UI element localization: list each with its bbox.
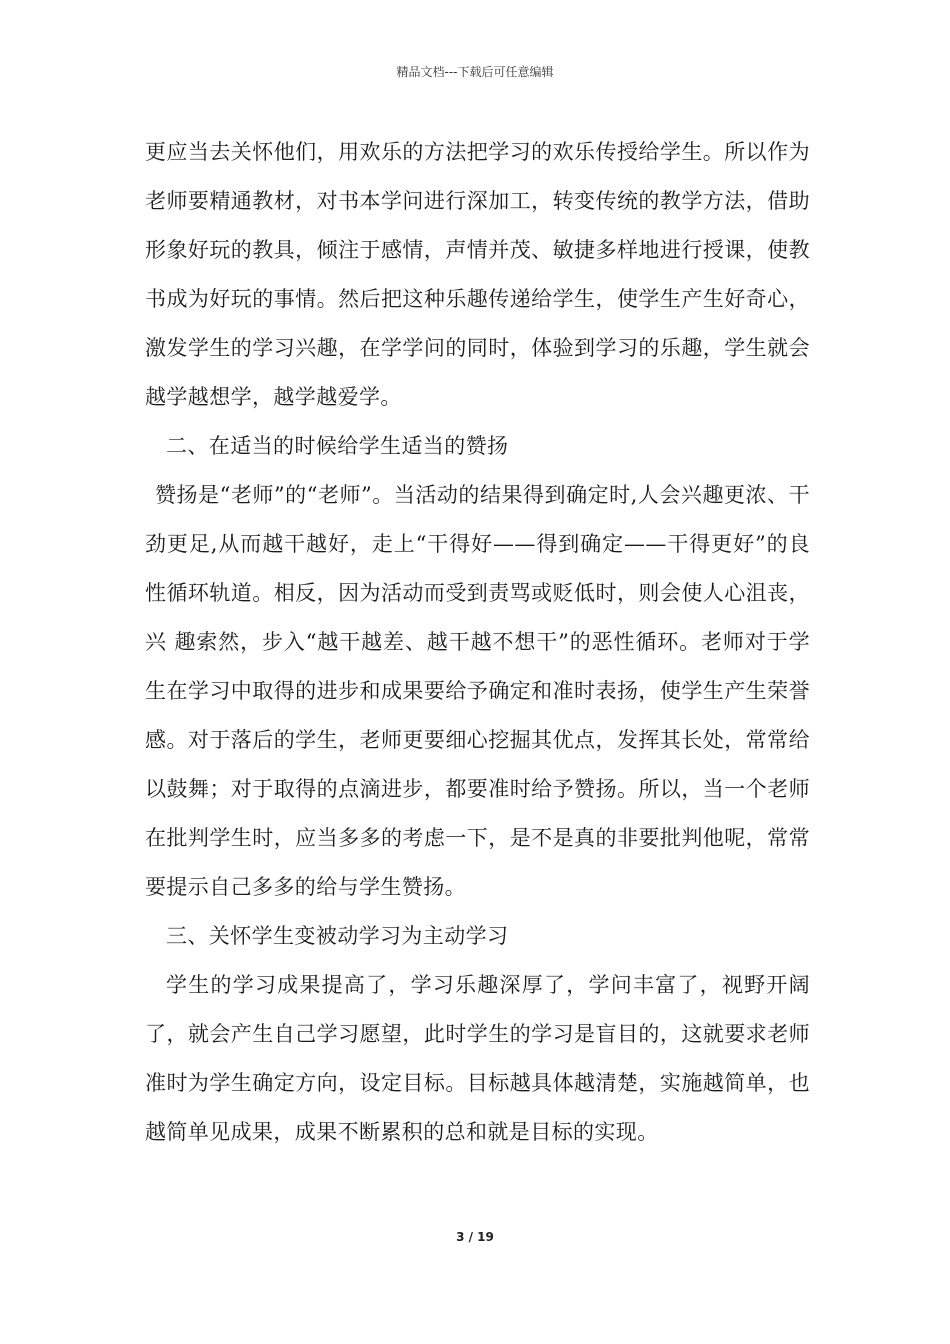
section-heading-3: 三、关怀学生变被动学习为主动学习	[166, 924, 509, 948]
page-number: 3 / 19	[456, 1230, 494, 1244]
paragraph-2: 赞扬是“老师”的“老师”。当活动的结果得到确定时,人会兴趣更浓、干劲更足,从而越干越好，走上“干得好——得到确定——干得更好”的良性循环轨道。相反，因为活动而受到责骂或贬低时，则会使人心沮丧，兴 趣索然，步入“越干越差、越干越不想干”的恶性循环。老师对于学生在学习中取得的进步和成果要给予确定和准时表扬，使学生产生荣誉感。对于落后的学生，老师更要细心挖掘其优点，发挥其长处，常常给以鼓舞；对于取得的点滴进步，都要准时给予赞扬。所以，当一个老师在批判学生时，应当多多的考虑一下，是不是真的非要批判他呢，常常要提示自己多多的给与学生赞扬。	[145, 483, 810, 899]
section-heading-2: 二、在适当的时候给学生适当的赞扬	[166, 434, 509, 458]
paragraph-3: 学生的学习成果提高了，学习乐趣深厚了，学问丰富了，视野开阔了，就会产生自己学习愿望，此时学生的学习是盲目的，这就要求老师准时为学生确定方向，设定目标。目标越具体越清楚，实施越简单，也越简单见成果，成果不断累积的总和就是目标的实现。	[145, 973, 810, 1144]
document-header: 精品文档---下载后可任意编辑	[396, 65, 554, 79]
paragraph-1: 更应当去关怀他们，用欢乐的方法把学习的欢乐传授给学生。所以作为老师要精通教材，对书本学问进行深加工，转变传统的教学方法，借助形象好玩的教具，倾注于感情，声情并茂、敏捷多样地进行授课，使教书成为好玩的事情。然后把这种乐趣传递给学生，使学生产生好奇心，激发学生的学习兴趣，在学学问的同时，体验到学习的乐趣，学生就会越学越想学，越学越爱学。	[145, 140, 810, 409]
document-body	[145, 128, 810, 1157]
